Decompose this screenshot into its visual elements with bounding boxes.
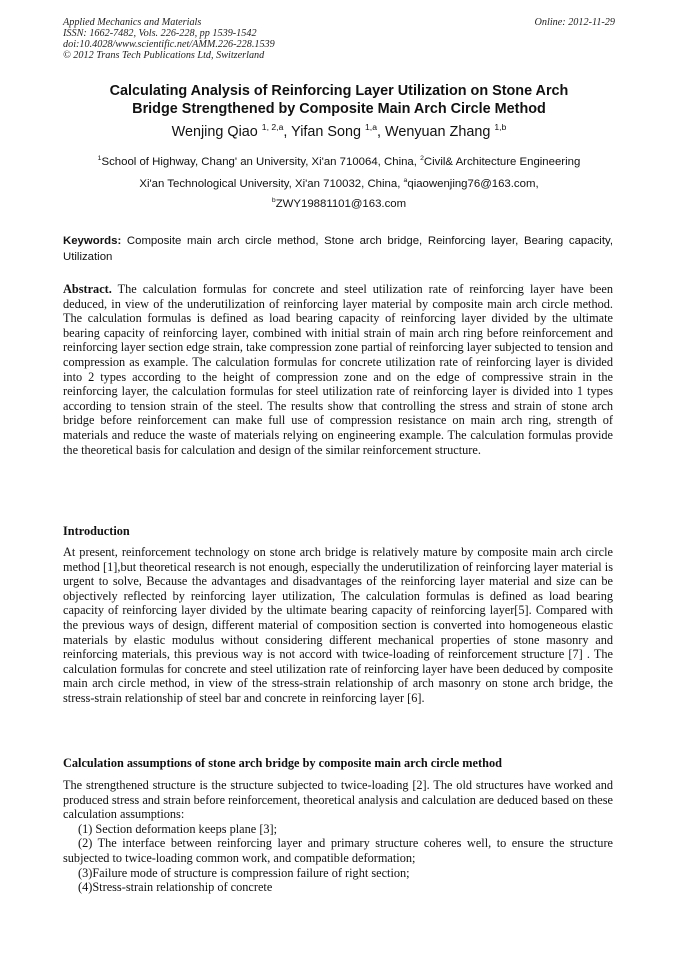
affiliation-mark: 1 bbox=[97, 155, 102, 163]
assumptions-body bbox=[63, 778, 613, 895]
issn-line: ISSN: 1662-7482, Vols. 226-228, pp 1539-1542 bbox=[63, 28, 257, 39]
author-name: Wenyuan Zhang bbox=[385, 124, 491, 140]
author-separator: , bbox=[377, 124, 385, 140]
keywords-text: Composite main arch circle method, Stone arch bridge, Reinforcing layer, Bearing capacity, Utilization bbox=[63, 235, 613, 263]
online-date: Online: 2012-11-29 bbox=[534, 17, 615, 28]
abstract-text: The calculation formulas for concrete and steel utilization rate of reinforcing layer have been deduced, in view of the underutilization of reinforcing layer material by composite main arch circle method. The calculation formulas is defined as load bearing capacity of reinforcing layer divided by the ultimate bearing capacity of reinforcing layer, combined with initial strain of main arch ring before reinforcement and reinforcing layer section edge strain, take compression zone partial of reinforcing layer subjected to tension and compression as example. The calculation formulas for concrete utilization rate of reinforcing layer is divided into 2 types according to the height of compression zone and on the edge of compressive strain in the reinforcing layer, the calculation formulas for steel utilization rate of reinforcing layer is divided into 1 types according to tension strain of the steel. The results show that controlling the stress and strain of stone arch bridge before reinforcement can make full use of compression resistance on main arch ring, strength of materials and reduce the waste of materials relying on engineering example. The calculation formulas provide the theoretical basis for calculation and design of the similar reinforcement structure. bbox=[63, 282, 613, 457]
list-item: (3)Failure mode of structure is compression failure of right section; bbox=[78, 865, 410, 880]
affiliation-text: Civil& Architecture Engineering bbox=[423, 156, 581, 168]
paper-title bbox=[40, 82, 638, 118]
abstract-label: Abstract. bbox=[63, 282, 112, 296]
affiliation-line-2 bbox=[30, 177, 648, 191]
affiliation-line-3 bbox=[30, 197, 648, 211]
introduction-heading: Introduction bbox=[63, 524, 130, 538]
doi-line[interactable]: doi:10.4028/www.scientific.net/AMM.226-228.1539 bbox=[63, 39, 275, 50]
affiliation-mark: 2 bbox=[420, 155, 424, 163]
author-name: Wenjing Qiao bbox=[171, 124, 258, 140]
author-separator: , bbox=[283, 124, 292, 140]
list-item: (1) Section deformation keeps plane [3]; bbox=[78, 821, 278, 836]
journal-name: Applied Mechanics and Materials bbox=[63, 17, 202, 28]
author-affiliation-mark: 1,a bbox=[365, 122, 377, 133]
copyright-line: © 2012 Trans Tech Publications Ltd, Switzerland bbox=[63, 50, 265, 61]
assumptions-heading: Calculation assumptions of stone arch bridge by composite main arch circle method bbox=[63, 756, 502, 770]
affiliation-text: School of Highway, Chang' an University, Xi'an 710064, China, bbox=[101, 156, 421, 168]
author-affiliation-mark: 1,b bbox=[494, 122, 507, 133]
author-list bbox=[40, 123, 638, 141]
keywords-label: Keywords: bbox=[63, 235, 122, 247]
author-name: Yifan Song bbox=[291, 124, 361, 140]
email-link[interactable]: qiaowenjing76@163.com, bbox=[407, 178, 539, 190]
title-line-1: Calculating Analysis of Reinforcing Layer Utilization on Stone Arch bbox=[109, 83, 569, 99]
introduction-body: At present, reinforcement technology on stone arch bridge is relatively mature by composite main arch circle method [1],but theoretical research is not enough, especially the underutilization of reinforcing layer material is urgent to solve, Because the advantages and disadvantages of the reinforcing layer material and size can be objectively reflected by reinforcing layer utilization, The calculation formulas is defined as load bearing capacity of reinforcing layer divided by the ultimate bearing capacity of reinforcing layer[5]. Compared with the previous ways of design, different material of composition section is converted into homogeneous elastic materials by elastic modulus without considering different mechanical properties of stone masonry and reinforcing materials, this previous way is not accord with twice-loading of reinforcement structure [7] . The calculation formulas for concrete and steel utilization rate of reinforcing layer have been deduced by composite main arch circle method, in view of the stress-strain relationship of arch masonry on stone arch bridge, the stress-strain relationship of steel bar and concrete in reinforcing layer [6]. bbox=[63, 545, 613, 705]
affiliation-line-1 bbox=[30, 155, 648, 169]
list-item: (2) The interface between reinforcing layer and primary structure coheres well, to ensure the structure subjected to twice-loading common work, and compatible deformation; bbox=[63, 836, 613, 865]
assumptions-intro: The strengthened structure is the structure subjected to twice-loading [2]. The old structures have worked and produced stress and strain before reinforcement, theoretical analysis and calculation are deduced based on these calculation assumptions: bbox=[63, 778, 613, 822]
email-link[interactable]: ZWY19881101@163.com bbox=[275, 198, 407, 210]
journal-header bbox=[63, 17, 275, 61]
affiliation-text: Xi'an Technological University, Xi'an 710032, China, bbox=[139, 178, 404, 190]
abstract bbox=[63, 282, 613, 457]
keywords bbox=[63, 234, 613, 265]
email-mark: a bbox=[403, 177, 408, 185]
title-line-2: Bridge Strengthened by Composite Main Arch Circle Method bbox=[132, 101, 546, 117]
email-mark: b bbox=[271, 197, 276, 205]
list-item: (4)Stress-strain relationship of concrete bbox=[78, 880, 273, 895]
author-affiliation-mark: 1, 2,a bbox=[261, 122, 284, 133]
